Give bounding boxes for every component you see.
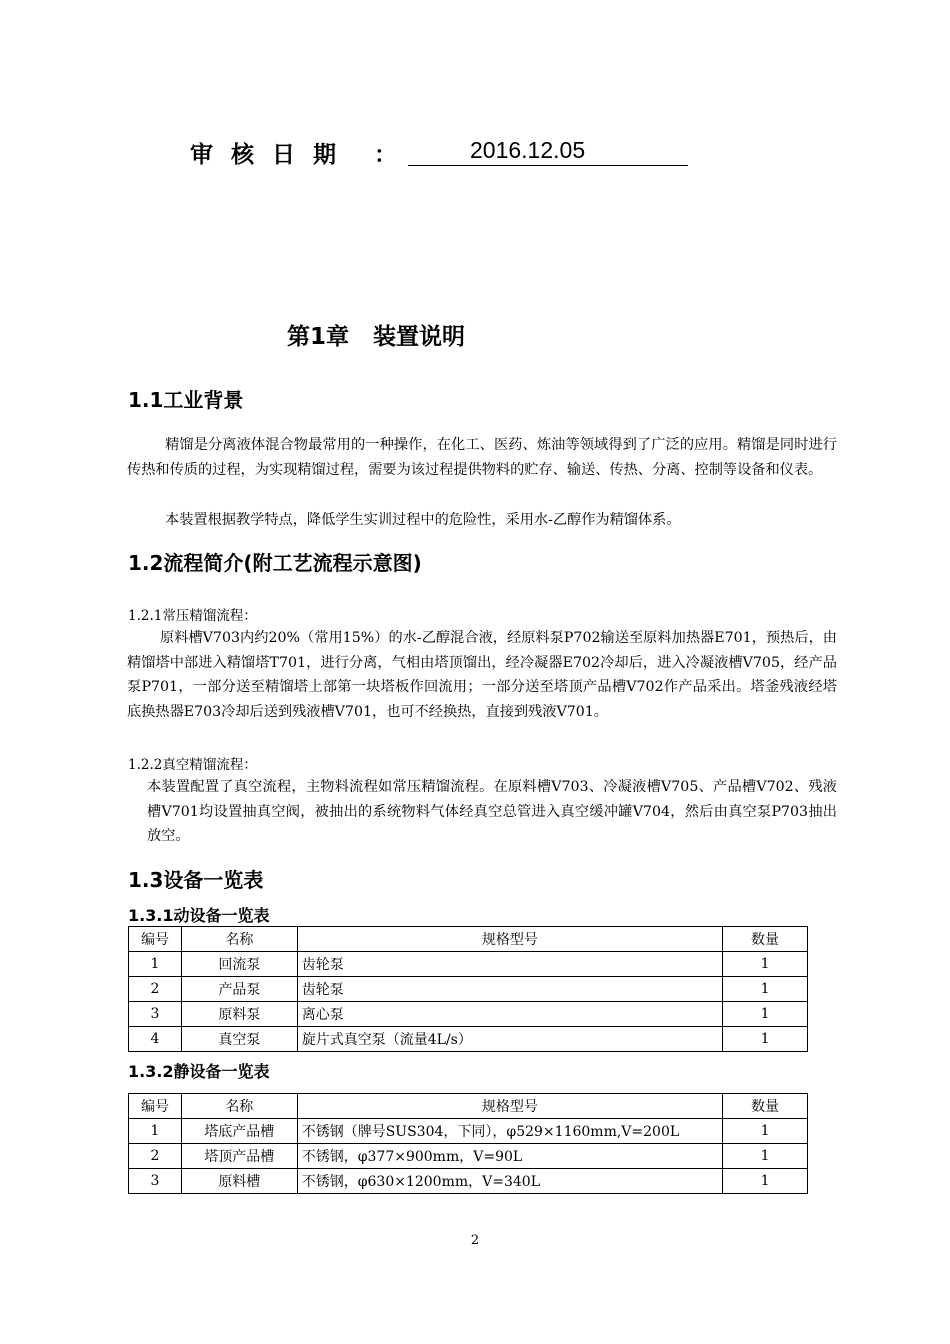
cell-qty: 1	[723, 1169, 808, 1194]
column-header-spec: 规格型号	[297, 1094, 722, 1119]
cell-no: 3	[129, 1002, 182, 1027]
cell-name: 塔顶产品槽	[181, 1144, 297, 1169]
subsection-1-2-2-body: 本装置配置了真空流程，主物料流程如常压精馏流程。在原料槽V703、冷凝液槽V705、产品槽V702、残液槽V701均设置抽真空阀，被抽出的系统物料气体经真空总管进入真空缓冲罐V704，然后由真空泵P703抽出放空。	[147, 779, 837, 844]
section-heading-1-2: 1.2流程简介(附工艺流程示意图)	[128, 551, 422, 575]
review-date-value: 2016.12.05	[408, 136, 688, 166]
table-2-title: 1.3.2静设备一览表	[128, 1062, 270, 1081]
table-row	[129, 952, 808, 977]
column-header-no: 编号	[129, 927, 182, 952]
cell-qty: 1	[723, 1002, 808, 1027]
table-header-row	[129, 927, 808, 952]
review-date-colon: ：	[374, 142, 397, 168]
cell-spec: 不锈钢（牌号SUS304，下同），φ529×1160mm,V=200L	[297, 1119, 722, 1144]
cell-no: 2	[129, 1144, 182, 1169]
page-number: 2	[470, 1233, 480, 1248]
cell-spec: 不锈钢，φ630×1200mm，V=340L	[297, 1169, 722, 1194]
chapter-name: 装置说明	[373, 324, 466, 350]
table-1-title: 1.3.1动设备一览表	[128, 906, 270, 925]
subsection-1-2-1-body: 原料槽V703内约20%（常用15%）的水-乙醇混合液，经原料泵P702输送至原料加热器E701，预热后，由精馏塔中部进入精馏塔T701，进行分离，气相由塔顶馏出，经冷凝器E702冷却后，进入冷凝液槽V705，经产品泵P701，一部分送至精馏塔上部第一块塔板作回流用；一部分送至塔顶产品槽V702作产品采出。塔釜残液经塔底换热器E703冷却后送到残液槽V701，也可不经换热，直接到残液V701。	[127, 630, 837, 720]
cell-no: 1	[129, 1119, 182, 1144]
subsection-1-2-1-text	[127, 626, 837, 724]
cell-spec: 齿轮泵	[297, 977, 722, 1002]
column-header-qty: 数量	[723, 1094, 808, 1119]
subsection-1-2-2-title: 1.2.2真空精馏流程：	[128, 757, 257, 773]
column-header-qty: 数量	[723, 927, 808, 952]
cell-spec: 离心泵	[297, 1002, 722, 1027]
cell-qty: 1	[723, 952, 808, 977]
column-header-name: 名称	[181, 1094, 297, 1119]
table-header-row	[129, 1094, 808, 1119]
cell-spec: 旋片式真空泵（流量4L/s）	[297, 1027, 722, 1052]
cell-name: 产品泵	[181, 977, 297, 1002]
cell-name: 真空泵	[181, 1027, 297, 1052]
cell-name: 塔底产品槽	[181, 1119, 297, 1144]
cell-name: 原料泵	[181, 1002, 297, 1027]
cell-spec: 不锈钢，φ377×900mm，V=90L	[297, 1144, 722, 1169]
table-row	[129, 1169, 808, 1194]
subsection-1-2-1-title: 1.2.1常压精馏流程：	[128, 608, 257, 624]
subsection-1-2-2-text	[147, 775, 837, 849]
cell-name: 原料槽	[181, 1169, 297, 1194]
section-1-1-paragraph-1	[127, 433, 837, 482]
table-row	[129, 1027, 808, 1052]
cell-qty: 1	[723, 1027, 808, 1052]
cell-no: 2	[129, 977, 182, 1002]
cell-no: 1	[129, 952, 182, 977]
chapter-number: 第1章	[287, 324, 350, 350]
cell-name: 回流泵	[181, 952, 297, 977]
cell-spec: 齿轮泵	[297, 952, 722, 977]
chapter-title	[287, 318, 465, 351]
table-row	[129, 1002, 808, 1027]
cell-qty: 1	[723, 1144, 808, 1169]
column-header-spec: 规格型号	[297, 927, 722, 952]
section-heading-1-3: 1.3设备一览表	[128, 868, 264, 892]
table-row	[129, 977, 808, 1002]
dynamic-equipment-table	[128, 926, 808, 1052]
review-date-label: 审核日期	[190, 142, 354, 168]
table-row	[129, 1144, 808, 1169]
cell-no: 3	[129, 1169, 182, 1194]
cell-qty: 1	[723, 977, 808, 1002]
section-1-1-paragraph-1-text: 精馏是分离液体混合物最常用的一种操作，在化工、医药、炼油等领域得到了广泛的应用。精馏是同时进行传热和传质的过程，为实现精馏过程，需要为该过程提供物料的贮存、输送、传热、分离、控制等设备和仪表。	[127, 437, 837, 478]
cell-no: 4	[129, 1027, 182, 1052]
static-equipment-table	[128, 1093, 808, 1194]
column-header-no: 编号	[129, 1094, 182, 1119]
section-1-1-paragraph-2	[127, 508, 837, 533]
section-heading-1-1: 1.1工业背景	[128, 388, 244, 412]
section-1-1-paragraph-2-text: 本装置根据教学特点，降低学生实训过程中的危险性，采用水-乙醇作为精馏体系。	[165, 512, 681, 528]
table-row	[129, 1119, 808, 1144]
column-header-name: 名称	[181, 927, 297, 952]
cell-qty: 1	[723, 1119, 808, 1144]
